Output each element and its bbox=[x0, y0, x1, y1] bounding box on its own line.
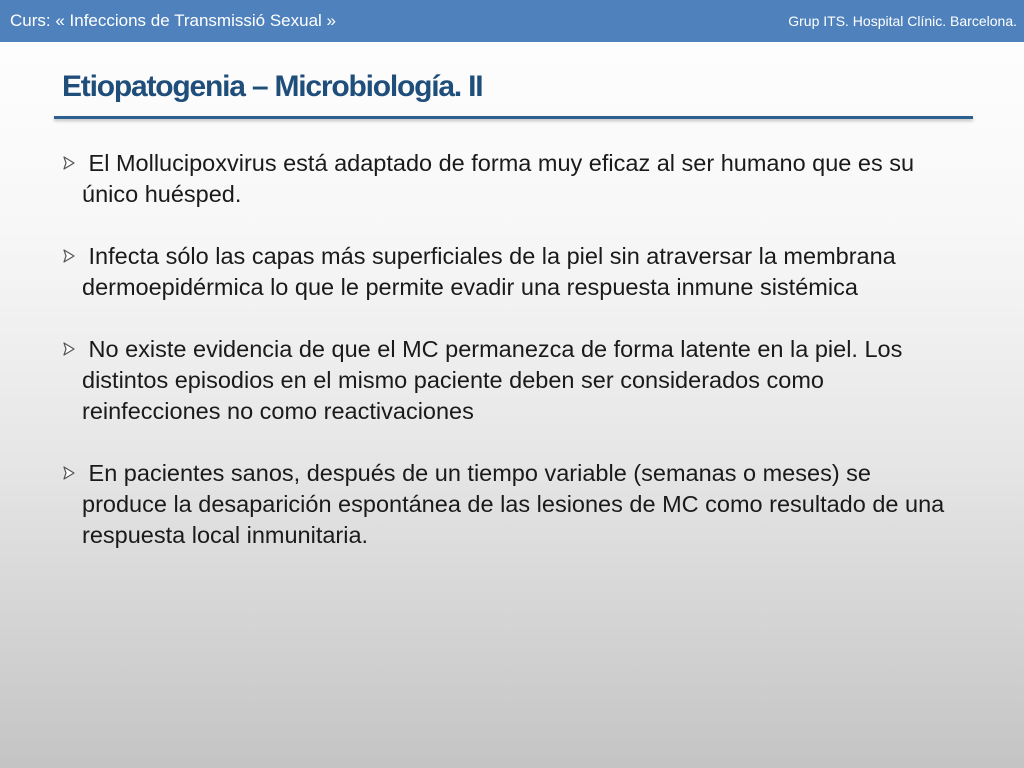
bullet-item bbox=[60, 241, 960, 303]
bullet-item bbox=[60, 148, 960, 210]
arrowhead-bullet-icon bbox=[62, 335, 76, 363]
bullet-text: No existe evidencia de que el MC permanezca de forma latente en la piel. Los distintos episodios en el mismo paciente deben ser considerados como reinfecciones no como reactivaciones bbox=[82, 336, 909, 424]
organization-name: Grup ITS. Hospital Clínic. Barcelona. bbox=[788, 13, 1017, 29]
arrowhead-bullet-icon bbox=[62, 242, 76, 270]
arrowhead-bullet-icon bbox=[62, 459, 76, 487]
course-title: Curs: « Infeccions de Transmissió Sexual » bbox=[10, 11, 336, 30]
bullet-text: El Mollucipoxvirus está adaptado de forma muy eficaz al ser humano que es su único huésped. bbox=[82, 150, 921, 207]
arrowhead-bullet-icon bbox=[62, 149, 76, 177]
bullet-item bbox=[60, 458, 960, 551]
header-bar bbox=[0, 0, 1024, 42]
bullet-item bbox=[60, 334, 960, 427]
bullet-text: En pacientes sanos, después de un tiempo variable (semanas o meses) se produce la desaparición espontánea de las lesiones de MC como resultado de una respuesta local inmunitaria. bbox=[82, 460, 951, 548]
bullet-text: Infecta sólo las capas más superficiales de la piel sin atraversar la membrana dermoepidérmica lo que le permite evadir una respuesta inmune sistémica bbox=[82, 243, 903, 300]
title-divider bbox=[54, 116, 973, 119]
slide-title: Etiopatogenia – Microbiología. II bbox=[62, 70, 483, 103]
bullet-list bbox=[60, 148, 960, 582]
